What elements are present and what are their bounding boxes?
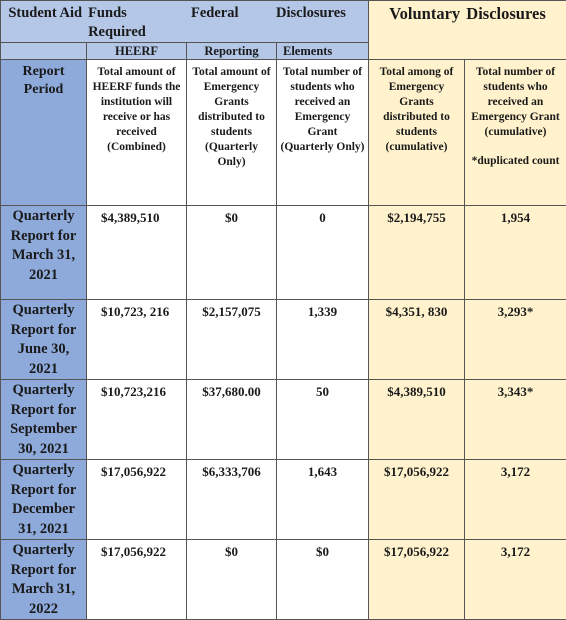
disclosures-heading: Disclosures — [274, 4, 365, 42]
report-period-cell: Quarterly Report for March 31, 2021 — [1, 206, 87, 300]
federal-title-cell — [1, 1, 369, 43]
students-cumulative-cell: 3,172 — [465, 460, 566, 540]
table-row — [1, 460, 566, 540]
report-period-cell: Quarterly Report for September 30, 2021 — [1, 380, 87, 460]
total-students-cumulative-header — [465, 60, 566, 206]
voluntary-disclosures-heading: Voluntary Disclosures — [369, 1, 566, 60]
reporting-subheading: Reporting — [187, 43, 277, 60]
grants-cumulative-cell: $17,056,922 — [369, 460, 465, 540]
students-quarterly-cell: $0 — [277, 540, 369, 620]
students-quarterly-cell: 1,339 — [277, 300, 369, 380]
total-heerf-header: Total amount of HEERF funds the institution will receive or has received (Combined) — [87, 60, 187, 206]
report-period-cell: Quarterly Report for March 31, 2022 — [1, 540, 87, 620]
subheader-empty-cell — [1, 43, 87, 60]
total-students-cumulative-label: Total number of students who received an Emergency Grant (cumulative) — [471, 66, 559, 138]
table-row — [1, 300, 566, 380]
report-period-cell: Quarterly Report for June 30, 2021 — [1, 300, 87, 380]
grants-cumulative-cell: $4,351, 830 — [369, 300, 465, 380]
grants-cumulative-cell: $4,389,510 — [369, 380, 465, 460]
student-aid-heading: Student Aid — [1, 4, 86, 42]
students-cumulative-cell: 3,293* — [465, 300, 566, 380]
grants-cumulative-cell: $2,194,755 — [369, 206, 465, 300]
duplicated-count-note: *duplicated count — [468, 154, 563, 169]
heerf-amount-cell: $17,056,922 — [87, 540, 187, 620]
students-quarterly-cell: 0 — [277, 206, 369, 300]
funds-required-heading: Funds Required — [86, 4, 185, 42]
heerf-amount-cell: $10,723,216 — [87, 380, 187, 460]
grants-quarterly-cell: $37,680.00 — [187, 380, 277, 460]
table-row — [1, 380, 566, 460]
title-row — [1, 1, 566, 43]
grants-quarterly-cell: $6,333,706 — [187, 460, 277, 540]
students-quarterly-cell: 1,643 — [277, 460, 369, 540]
students-quarterly-cell: 50 — [277, 380, 369, 460]
federal-heading: Federal — [185, 4, 274, 42]
total-grants-cumulative-header: Total among of Emergency Grants distributed to students (cumulative) — [369, 60, 465, 206]
report-period-cell: Quarterly Report for December 31, 2021 — [1, 460, 87, 540]
total-grants-quarterly-header: Total amount of Emergency Grants distributed to students (Quarterly Only) — [187, 60, 277, 206]
grants-cumulative-cell: $17,056,922 — [369, 540, 465, 620]
report-period-header: Report Period — [1, 60, 87, 206]
students-cumulative-cell: 3,172 — [465, 540, 566, 620]
grants-quarterly-cell: $2,157,075 — [187, 300, 277, 380]
grants-quarterly-cell: $0 — [187, 206, 277, 300]
heerf-amount-cell: $10,723, 216 — [87, 300, 187, 380]
table-row — [1, 540, 566, 620]
heerf-subheading: HEERF — [87, 43, 187, 60]
students-cumulative-cell: 3,343* — [465, 380, 566, 460]
column-header-row — [1, 60, 566, 206]
table-row — [1, 206, 566, 300]
heerf-amount-cell: $17,056,922 — [87, 460, 187, 540]
students-cumulative-cell: 1,954 — [465, 206, 566, 300]
grants-quarterly-cell: $0 — [187, 540, 277, 620]
elements-subheading: Elements — [277, 43, 369, 60]
total-students-quarterly-header: Total number of students who received an Emergency Grant (Quarterly Only) — [277, 60, 369, 206]
heerf-amount-cell: $4,389,510 — [87, 206, 187, 300]
